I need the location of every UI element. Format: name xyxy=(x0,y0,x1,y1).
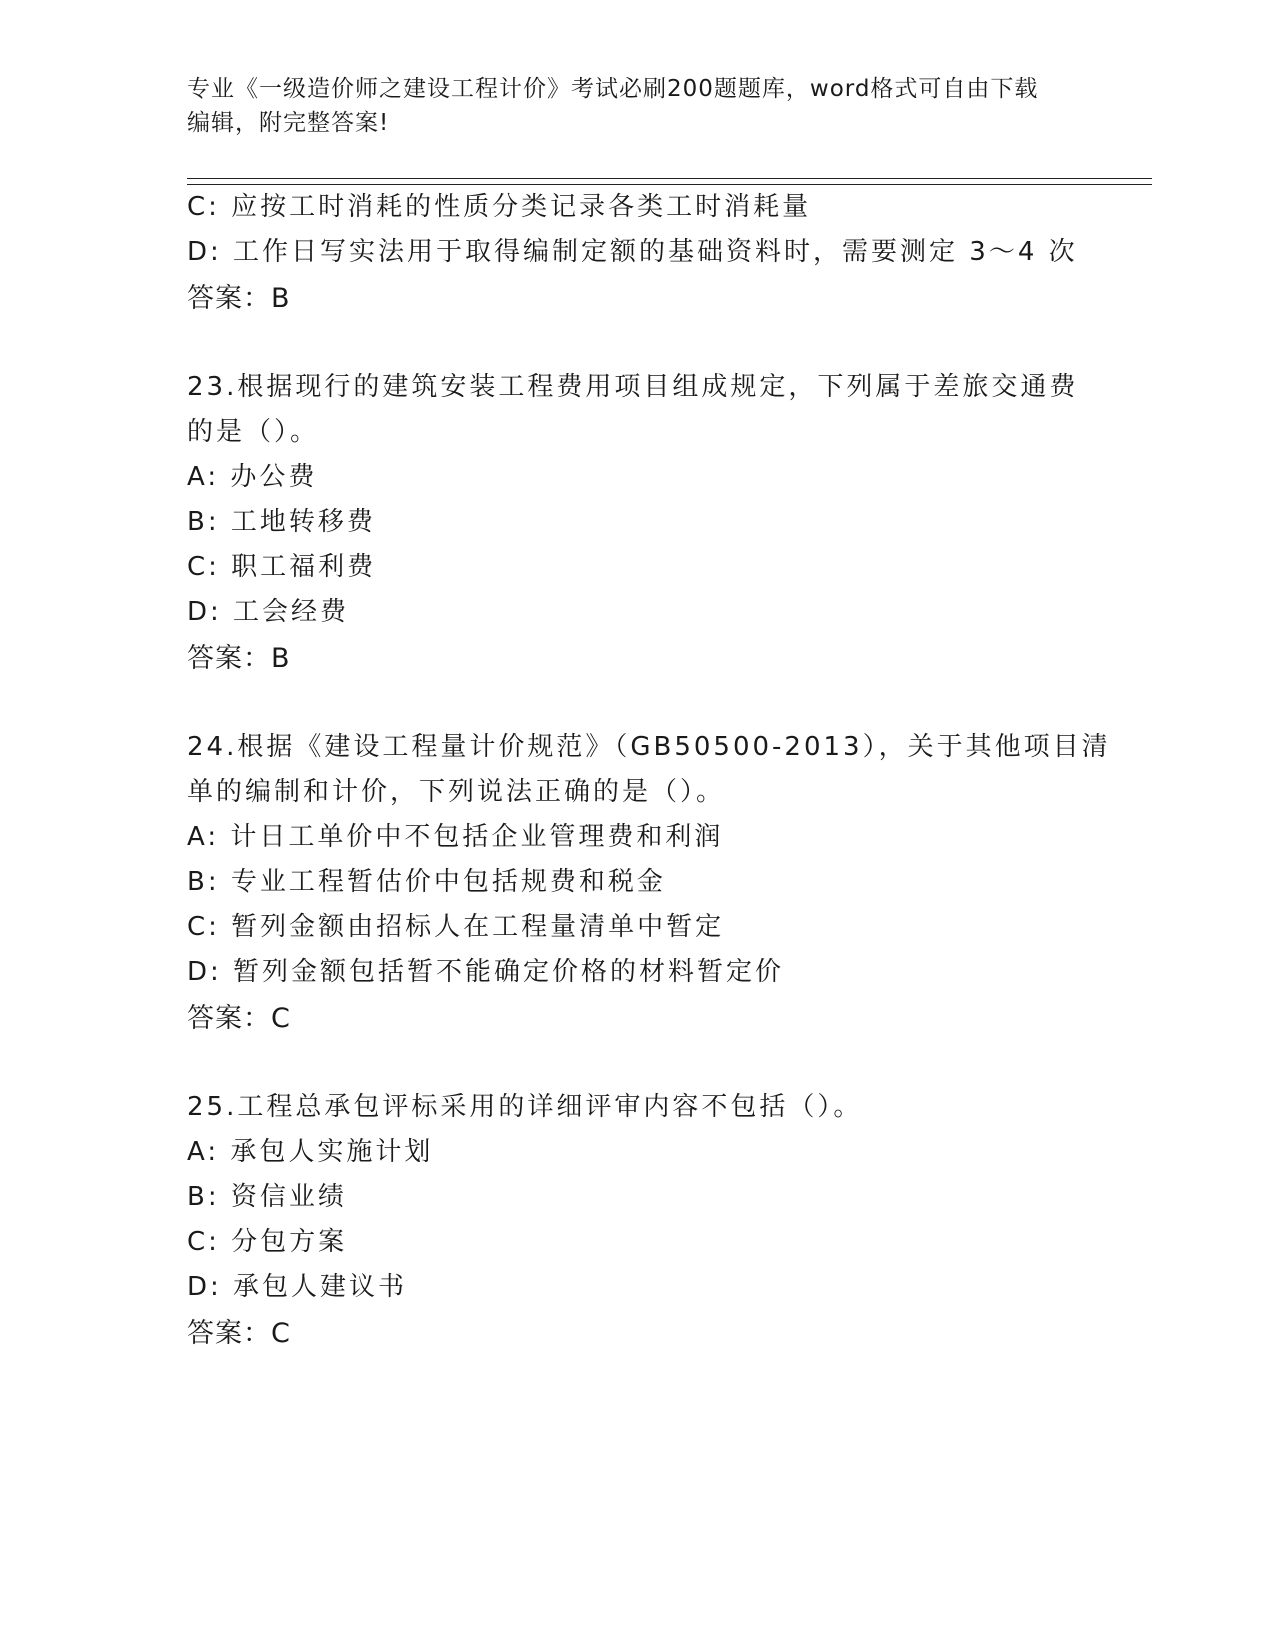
q24-option-a: A: 计日工单价中不包括企业管理费和利润 xyxy=(187,822,724,852)
q23-option-c: C: 职工福利费 xyxy=(187,552,377,582)
q23-stem-line-1: 23.根据现行的建筑安装工程费用项目组成规定，下列属于差旅交通费 xyxy=(187,372,1079,402)
q24-stem-line-2: 单的编制和计价，下列说法正确的是（）。 xyxy=(187,777,726,807)
header-divider-top xyxy=(187,178,1152,179)
q24-option-c: C: 暂列金额由招标人在工程量清单中暂定 xyxy=(187,912,725,942)
q25-option-a: A: 承包人实施计划 xyxy=(187,1137,434,1167)
q25-option-c: C: 分包方案 xyxy=(187,1227,348,1257)
header-divider-bottom xyxy=(187,184,1152,185)
q23-answer: 答案：B xyxy=(187,643,291,674)
document-header xyxy=(187,72,1067,140)
q24-option-b: B: 专业工程暂估价中包括规费和税金 xyxy=(187,867,666,897)
q22-answer: 答案：B xyxy=(187,283,291,314)
header-title-line-2: 编辑，附完整答案! xyxy=(187,110,390,136)
q24-answer: 答案：C xyxy=(187,1003,291,1034)
q25-stem-line-1: 25.工程总承包评标采用的详细评审内容不包括（）。 xyxy=(187,1092,863,1122)
q22-option-d: D: 工作日写实法用于取得编制定额的基础资料时，需要测定 3～4 次 xyxy=(187,237,1078,267)
q25-option-d: D: 承包人建议书 xyxy=(187,1272,408,1302)
q25-answer: 答案：C xyxy=(187,1318,291,1349)
q23-option-a: A: 办公费 xyxy=(187,462,318,492)
q22-option-c: C: 应按工时消耗的性质分类记录各类工时消耗量 xyxy=(187,192,812,222)
q25-option-b: B: 资信业绩 xyxy=(187,1182,347,1212)
header-title-line-1: 专业《一级造价师之建设工程计价》考试必刷200题题库，word格式可自由下载 xyxy=(187,76,1039,102)
q24-stem-line-1: 24.根据《建设工程量计价规范》（GB50500-2013），关于其他项目清 xyxy=(187,732,1111,762)
q24-option-d: D: 暂列金额包括暂不能确定价格的材料暂定价 xyxy=(187,957,785,987)
q23-option-b: B: 工地转移费 xyxy=(187,507,376,537)
q23-option-d: D: 工会经费 xyxy=(187,597,350,627)
q23-stem-line-2: 的是（）。 xyxy=(187,417,320,447)
